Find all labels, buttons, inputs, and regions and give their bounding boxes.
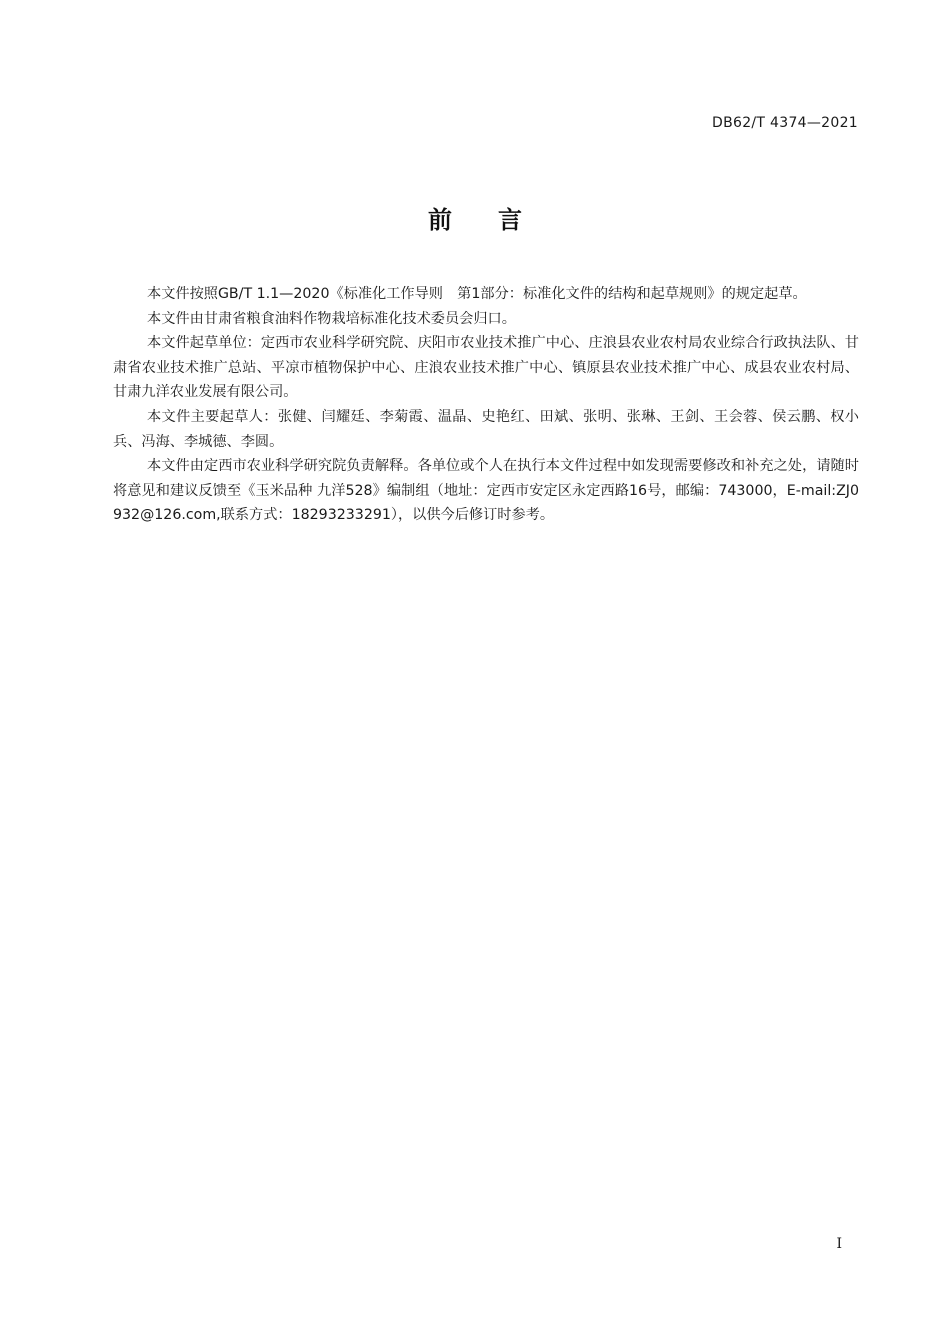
paragraph-responsible-committee: 本文件由甘肃省粮食油料作物栽培标准化技术委员会归口。 <box>147 310 516 327</box>
paragraph-interpretation-contact: 本文件由定西市农业科学研究院负责解释。各单位或个人在执行本文件过程中如发现需要修改和补充之处，请随时将意见和建议反馈至《玉米品种 九洋528》编制组（地址：定西市安定区永定西路16号，邮编：743000，E-mail:ZJ0932@126.com,联系方式：18293233291），以供今后修订时参考。 <box>113 458 859 524</box>
document-number: DB62/T 4374—2021 <box>712 115 858 131</box>
foreword-body <box>113 282 859 528</box>
section-title: 前言 <box>428 206 568 234</box>
paragraph-main-drafters: 本文件主要起草人：张健、闫耀廷、李菊霞、温晶、史艳红、田斌、张明、张琳、王剑、王会蓉、侯云鹏、权小兵、冯海、李城德、李圆。 <box>113 408 859 450</box>
page-number: I <box>836 1236 842 1252</box>
paragraph-drafting-units: 本文件起草单位：定西市农业科学研究院、庆阳市农业技术推广中心、庄浪县农业农村局农业综合行政执法队、甘肃省农业技术推广总站、平凉市植物保护中心、庄浪农业技术推广中心、镇原县农业技术推广中心、成县农业农村局、甘肃九洋农业发展有限公司。 <box>113 335 859 401</box>
paragraph-drafting-rules: 本文件按照GB/T 1.1—2020《标准化工作导则 第1部分：标准化文件的结构和起草规则》的规定起草。 <box>147 286 807 302</box>
